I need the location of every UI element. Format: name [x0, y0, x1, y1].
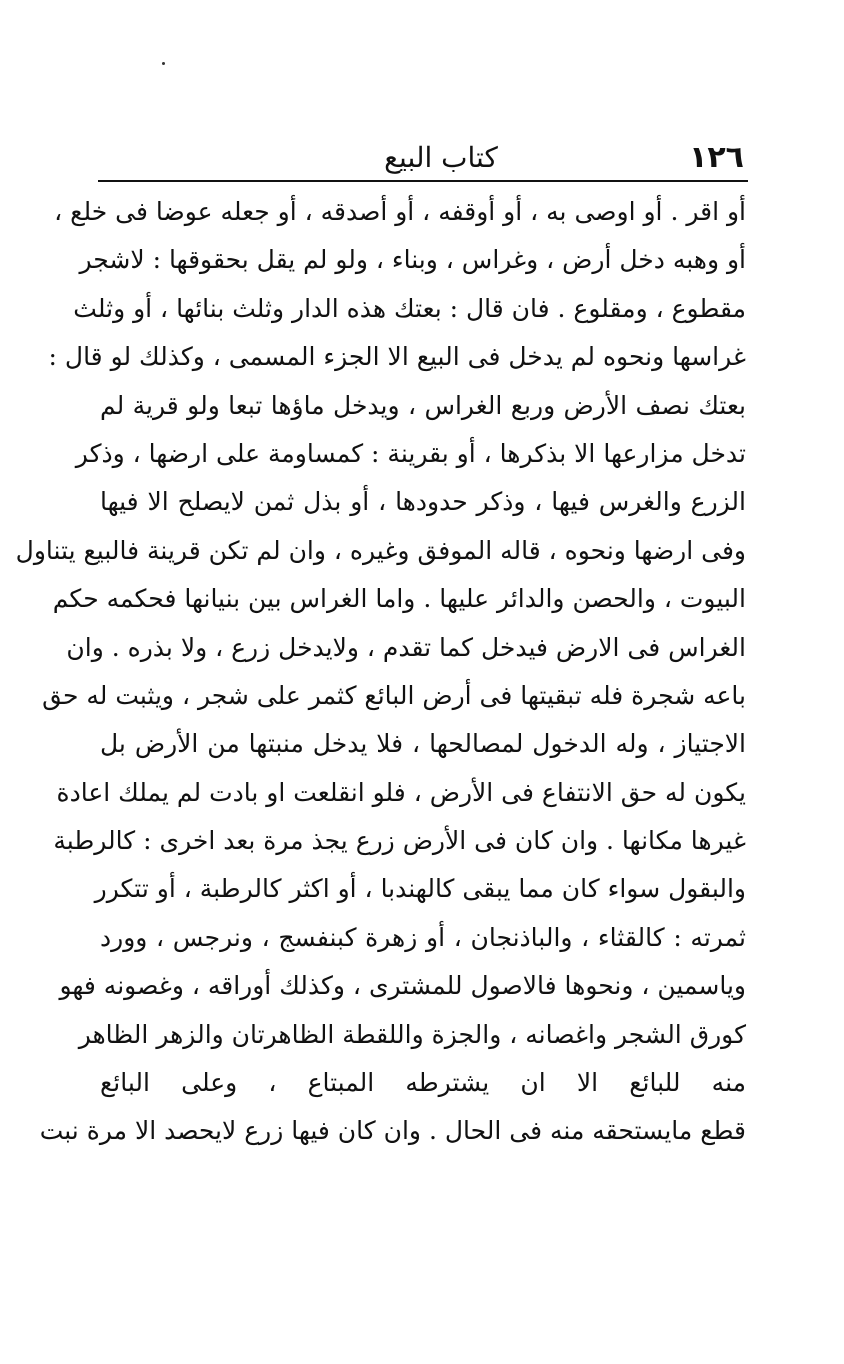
text-line: وفى ارضها ونحوه ، قاله الموفق وغيره ، وان لم تكن قرينة فالبيع يتناول: [15, 535, 746, 565]
ink-speck: [162, 62, 165, 65]
text-line: غراسها ونحوه لم يدخل فى البيع الا الجزء المسمى ، وكذلك لو قال :: [48, 342, 746, 372]
text-line: مقطوع ، ومقلوع . فان قال : بعتك هذه الدار وثلث بنائها ، أو وثلث: [73, 293, 746, 323]
page-header: [98, 138, 744, 182]
body-text: [15, 188, 746, 1156]
text-line: الاجتياز ، وله الدخول لمصالحها ، فلا يدخل منبتها من الأرض بل: [100, 729, 746, 759]
text-line: أو وهبه دخل أرض ، وغراس ، وبناء ، ولو لم يقل بحقوقها : لاشجر: [79, 245, 746, 275]
text-line: باعه شجرة فله تبقيتها فى أرض البائع كثمر على شجر ، ويثبت له حق: [42, 680, 746, 710]
text-line: بعتك نصف الأرض وربع الغراس ، ويدخل ماؤها تبعا ولو قرية لم: [100, 390, 746, 420]
text-line: والبقول سواء كان مما يبقى كالهندبا ، أو اكثر كالرطبة ، أو تتكرر: [94, 874, 746, 904]
running-title: كتاب البيع: [384, 141, 498, 174]
text-line: كورق الشجر واغصانه ، والجزة واللقطة الظاهرتان والزهر الظاهر: [78, 1019, 746, 1049]
page-number: ١٢٦: [689, 140, 744, 175]
text-line: تدخل مزارعها الا بذكرها ، أو بقرينة : كمساومة على ارضها ، وذكر: [75, 438, 746, 468]
text-line: ثمرته : كالقثاء ، والباذنجان ، أو زهرة كبنفسج ، ونرجس ، وورد: [100, 922, 746, 952]
text-line: البيوت ، والحصن والدائر عليها . واما الغراس بين بنيانها فحكمه حكم: [52, 584, 746, 614]
text-line: منه للبائع الا ان يشترطه المبتاع ، وعلى البائع: [100, 1068, 746, 1098]
text-line: الغراس فى الارض فيدخل كما تقدم ، ولايدخل زرع ، ولا بذره . وان: [66, 632, 746, 662]
text-line: قطع مايستحقه منه فى الحال . وان كان فيها زرع لايحصد الا مرة نبت: [39, 1116, 746, 1146]
text-line: الزرع والغرس فيها ، وذكر حدودها ، أو بذل ثمن لايصلح الا فيها: [100, 487, 746, 517]
text-line: غيرها مكانها . وان كان فى الأرض زرع يجذ مرة بعد اخرى : كالرطبة: [53, 826, 746, 856]
text-line: يكون له حق الانتفاع فى الأرض ، فلو انقلعت او بادت لم يملك اعادة: [56, 777, 746, 807]
text-line: وياسمين ، ونحوها فالاصول للمشترى ، وكذلك أوراقه ، وغصونه فهو: [59, 971, 746, 1001]
header-rule: [98, 180, 748, 182]
text-line: أو اقر . أو اوصى به ، أو أوقفه ، أو أصدقه ، أو جعله عوضا فى خلع ،: [54, 197, 746, 226]
